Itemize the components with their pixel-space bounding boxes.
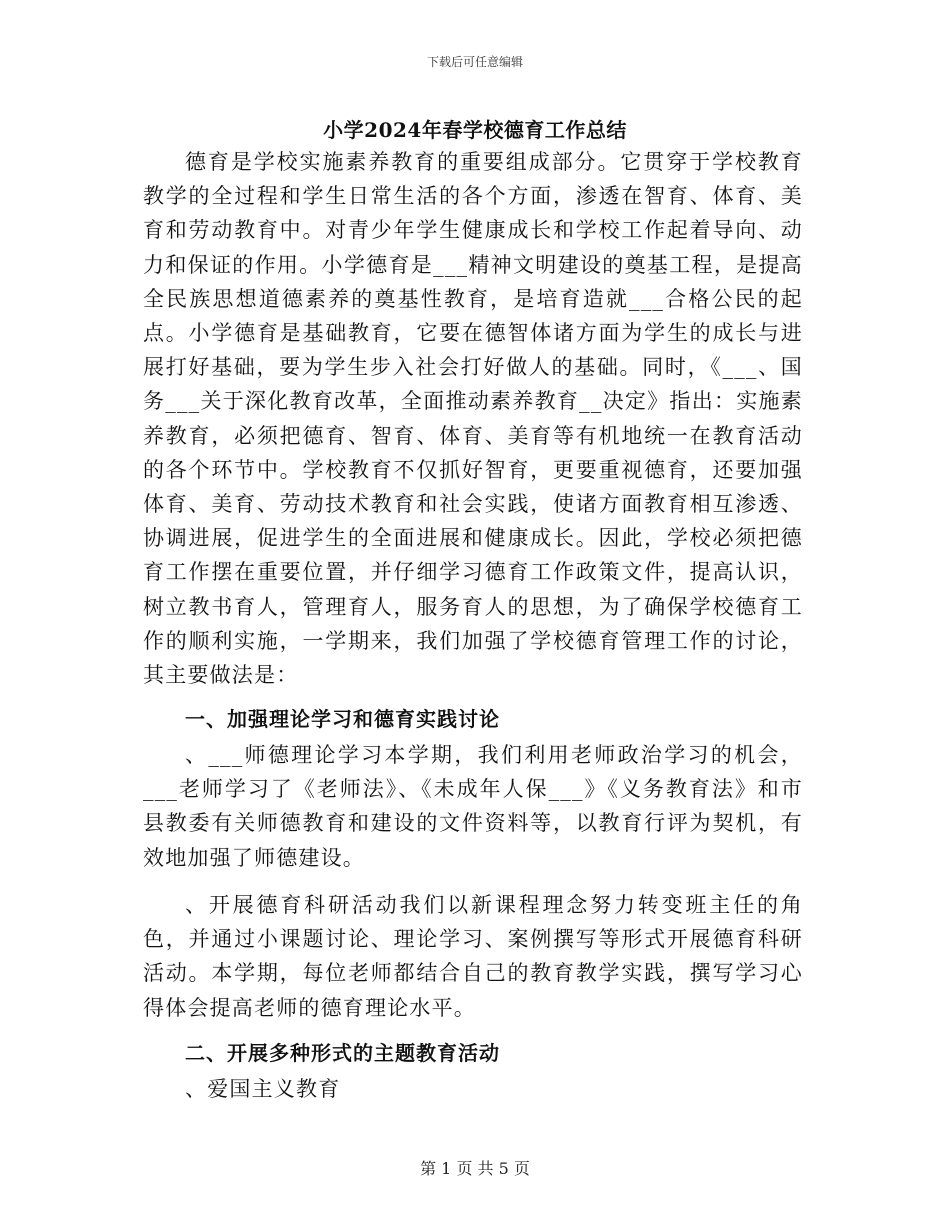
intro-paragraph: 德育是学校实施素养教育的重要组成部分。它贯穿于学校教育教学的全过程和学生日常生活的各个方面，渗透在智育、体育、美育和劳动教育中。对青少年学生健康成长和学校工作起着导向、动力和保证的作用。小学德育是___精神文明建设的奠基工程，是提高全民族思想道德素养的奠基性教育，是培育造就___合格公民的起点。小学德育是基础教育，它要在德智体诸方面为学生的成长与进展打好基础，要为学生步入社会打好做人的基础。同时，《___、国务___关于深化教育改革，全面推动素养教育__决定》指出：实施素养教育，必须把德育、智育、体育、美育等有机地统一在教育活动的各个环节中。学校教育不仅抓好智育，更要重视德育，还要加强体育、美育、劳动技术教育和社会实践，使诸方面教育相互渗透、协调进展，促进学生的全面进展和健康成长。因此，学校必须把德育工作摆在重要位置，并仔细学习德育工作政策文件，提高认识，树立教书育人，管理育人，服务育人的思想，为了确保学校德育工作的顺利实施，一学期来，我们加强了学校德育管理工作的讨论，其主要做法是： <box>143 150 803 688</box>
section1-heading: 一、加强理论学习和德育实践讨论 <box>185 707 500 731</box>
document-title: 小学2024年春学校德育工作总结 <box>323 118 627 142</box>
header-note: 下载后可任意编辑 <box>426 55 523 69</box>
section1-paragraph-2: 、开展德育科研活动我们以新课程理念努力转变班主任的角色，并通过小课题讨论、理论学习、案例撰写等形式开展德育科研活动。本学期，每位老师都结合自己的教育教学实践，撰写学习心得体会提高老师的德育理论水平。 <box>143 893 803 1020</box>
section1-paragraph-1: 、___师德理论学习本学期，我们利用老师政治学习的机会，___老师学习了《老师法》、《未成年人保___》《义务教育法》和市县教委有关师德教育和建设的文件资料等，以教育行评为契机，有效地加强了师德建设。 <box>143 743 803 870</box>
section2-paragraph-1: 、爱国主义教育 <box>185 1077 341 1101</box>
section2-heading: 二、开展多种形式的主题教育活动 <box>185 1041 500 1065</box>
page-number: 第 1 页 共 5 页 <box>420 1159 530 1178</box>
